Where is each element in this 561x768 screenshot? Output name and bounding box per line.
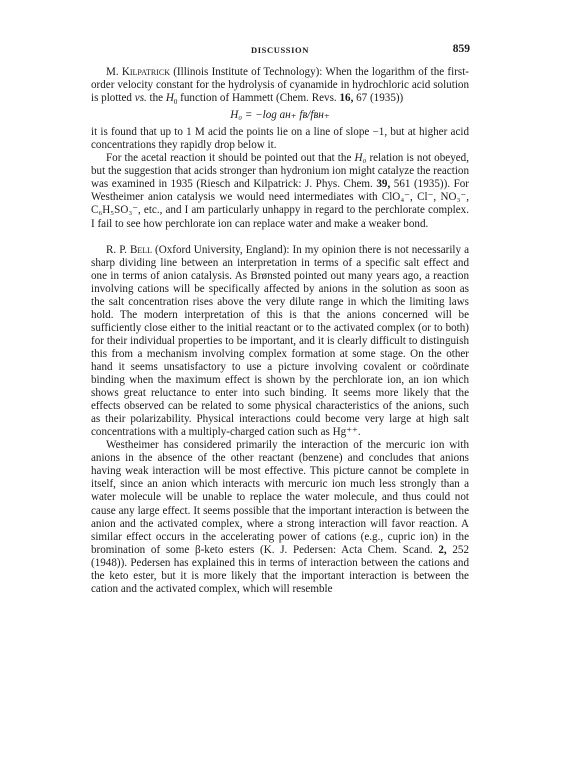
text-run: the	[146, 92, 166, 105]
bell-paragraph-1	[91, 244, 469, 440]
symbol-H0: H₀	[354, 152, 367, 165]
text-run-italic: vs.	[134, 92, 147, 105]
symbol-subscript: 0	[173, 98, 178, 107]
symbol-H: H	[165, 92, 174, 105]
kilpatrick-paragraph-3	[91, 152, 469, 230]
text-run: (Illinois Institute of Technology): When the logarithm of the first-order velocity constant for the hydrolysis of cyanamide in hydrochloric acid solution is plotted	[91, 66, 469, 105]
text-run: relation is not obeyed, but the suggestion that acids stronger than hydronium ion might catalyze the reaction was examined in 1935 (Riesch and Kilpatrick: J. Phys. Chem.	[91, 152, 469, 191]
speaker-name: Kilpatrick	[121, 66, 171, 78]
text-run: (Oxford University, England): In my opinion there is not necessarily a sharp dividing line between an interpretation in terms of a specific salt effect and one in terms of anion catalysis. As Brønsted pointed out many years ago, a reaction involving cations will be specifically affected by anions in the solution as soon as the salt concentration rises above the very dilute range in which the limiting laws hold. The modern interpretation of this is that the anions concerned will be sufficiently close either to the initial reactant or to the activated complex (or to both) for their individual properties to be important, and it is clearly difficult to distinguish this from a mechanism involving complex formation at some stage. On the other hand it seems unsatisfactory to use a picture involving covalent or coördinate binding when the maximum effect is shown by the perchlorate ion, an ion which shows great reluctance to enter into such binding. It seems more likely that the effects observed can be related to some physical characteristics of the anions, such as their polarizability. Physical interactions could become very large at high salt concentrations with a multiply-charged cation such as Hg⁺⁺.	[91, 243, 469, 439]
text-run: 252 (1948)). Pedersen has explained this in terms of interaction between the cations and the keto ester, but it is more likely that the important interaction is between the cation and the activated complex, which will resemble	[91, 543, 469, 595]
kilpatrick-paragraph-1	[91, 66, 469, 105]
volume-number: 16,	[339, 92, 354, 105]
kilpatrick-paragraph-2: it is found that up to 1 M acid the points lie on a line of slope −1, but at higher acid concentrations they rapidly drop below it.	[91, 126, 469, 152]
text-run: Westheimer has considered primarily the interaction of the mercuric ion with anions in the absence of the other reactant (benzene) and concludes that anions having weak interaction will be most effective. This picture cannot be complete in itself, since an anion which interacts with mercuric ion much less strongly than a water molecule will be unable to replace the water molecule, and thus could not cause any large effect. It seems possible that the important interaction is between the anion and the activated complex, where a strong interaction will favor reaction. A similar effect occurs in the accelerating power of cations (e.g., cupric ion) in the bromination of some β-keto esters (K. J. Pedersen: Acta Chem. Scand.	[91, 439, 469, 556]
text-run: 67 (1935))	[353, 92, 404, 105]
discussion-body	[91, 66, 469, 596]
speaker-initial: R. P.	[106, 243, 130, 256]
volume-number: 2,	[438, 543, 447, 556]
hammett-equation: H₀ = −log aʜ₊ fʙ/fʙʜ₊	[230, 109, 330, 122]
text-run: For the acetal reaction it should be pointed out that the	[106, 152, 355, 165]
speaker-initial: M.	[106, 66, 122, 78]
text-run: 561 (1935)). For Westheimer anion catalysis we would need intermediates with ClO₄⁻, Cl⁻, NO₃⁻, C₆H₅SO₃⁻, etc., and I am particularly unhappy in regard to the perchlorate complex. I fail to see how perchlorate ion can replace water and make a weaker bond.	[91, 178, 469, 230]
bell-paragraph-2	[91, 439, 469, 596]
running-title: DISCUSSION	[251, 45, 309, 55]
speaker-name: Bell	[129, 243, 153, 256]
volume-number: 39,	[376, 178, 391, 191]
page-number: 859	[452, 43, 470, 55]
running-head	[90, 45, 470, 59]
text-run: function of Hammett (Chem. Revs.	[177, 92, 340, 105]
section-break	[91, 231, 469, 244]
